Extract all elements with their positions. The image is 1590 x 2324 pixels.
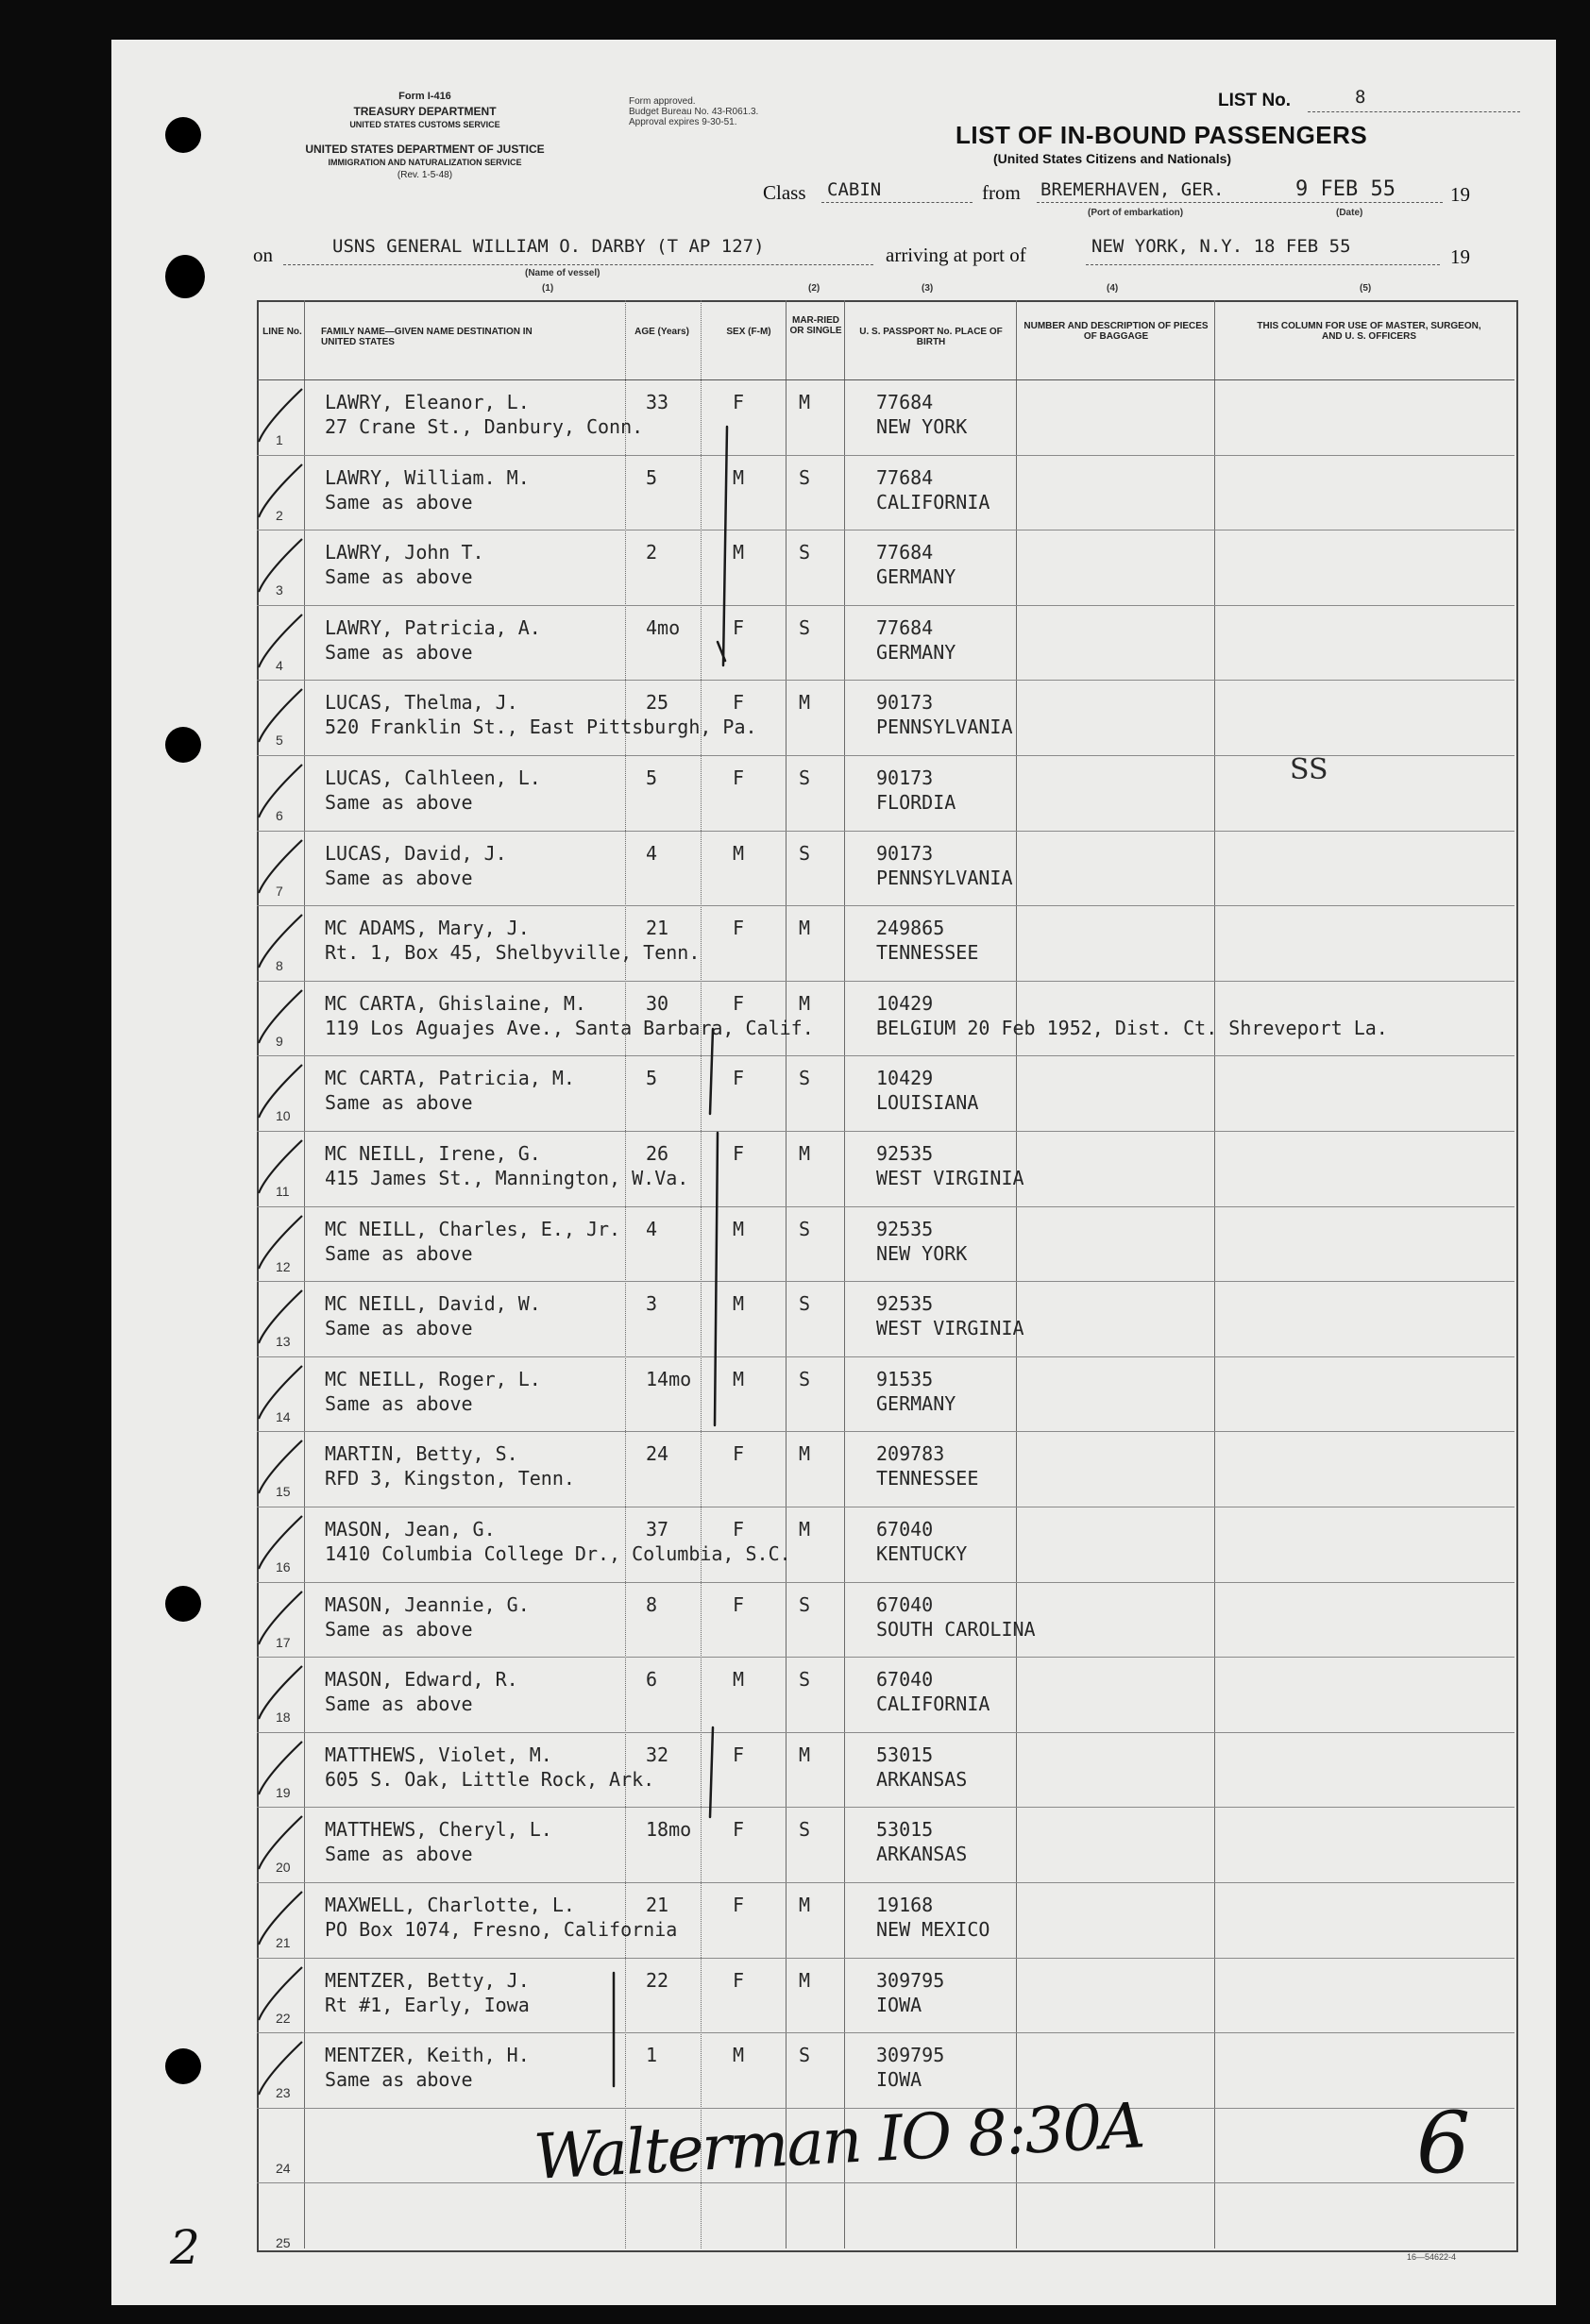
sex: F bbox=[733, 991, 745, 1015]
passenger-name: MENTZER, Keith, H. bbox=[325, 2044, 530, 2067]
line-number: 15 bbox=[276, 1484, 291, 1500]
marital-status: S bbox=[799, 1217, 811, 1240]
destination: Same as above bbox=[325, 1091, 473, 1115]
page-mark: 6 bbox=[1416, 2094, 1471, 2193]
class-value: CABIN bbox=[827, 179, 882, 200]
passenger-name: MAXWELL, Charlotte, L. bbox=[325, 1894, 575, 1916]
line-number: 19 bbox=[276, 1784, 291, 1800]
treasury-department: TREASURY DEPARTMENT bbox=[353, 105, 497, 118]
destination: 520 Franklin St., East Pittsburgh, Pa. bbox=[325, 716, 757, 739]
header-passport: U. S. PASSPORT No. PLACE OF BIRTH bbox=[859, 327, 1003, 347]
destination: Same as above bbox=[325, 1617, 473, 1641]
age: 1 bbox=[646, 2044, 658, 2067]
line-number: 3 bbox=[276, 582, 283, 598]
age: 4 bbox=[646, 1217, 658, 1240]
age: 37 bbox=[646, 1518, 669, 1541]
header-baggage: NUMBER AND DESCRIPTION OF PIECES OF BAGGAGE bbox=[1023, 321, 1209, 342]
place-of-birth: NEW MEXICO bbox=[876, 1918, 990, 1941]
line-number: 25 bbox=[276, 2235, 291, 2251]
destination: Same as above bbox=[325, 1241, 473, 1265]
place-of-birth: BELGIUM 20 Feb 1952, Dist. Ct. Shreveport La. bbox=[876, 1016, 1388, 1039]
destination: Rt #1, Early, Iowa bbox=[325, 1993, 530, 2016]
list-number: 8 bbox=[1355, 87, 1366, 108]
marital-status: M bbox=[799, 1518, 811, 1541]
passenger-name: MC NEILL, David, W. bbox=[325, 1292, 541, 1316]
sex: F bbox=[733, 766, 745, 789]
passenger-name: LUCAS, David, J. bbox=[325, 841, 507, 865]
sex: F bbox=[733, 1894, 745, 1916]
embarkation-date: 9 FEB 55 bbox=[1295, 177, 1395, 201]
passport-number: 90173 bbox=[876, 691, 934, 715]
passport-number: 67040 bbox=[876, 1592, 934, 1616]
sex: M bbox=[733, 1217, 745, 1240]
arrival-port-date: NEW YORK, N.Y. 18 FEB 55 bbox=[1091, 236, 1351, 257]
line-number: 18 bbox=[276, 1709, 291, 1726]
marital-status: M bbox=[799, 691, 811, 715]
vessel-caption: (Name of vessel) bbox=[525, 268, 600, 278]
line-number: 23 bbox=[276, 2085, 291, 2101]
passenger-name: LAWRY, Patricia, A. bbox=[325, 615, 541, 639]
form-revision: (Rev. 1-5-48) bbox=[397, 170, 453, 180]
passenger-name: MC CARTA, Patricia, M. bbox=[325, 1067, 575, 1090]
age: 21 bbox=[646, 917, 669, 940]
place-of-birth: WEST VIRGINIA bbox=[876, 1167, 1024, 1189]
age: 32 bbox=[646, 1743, 669, 1766]
date-caption: (Date) bbox=[1336, 208, 1363, 218]
from-label: from bbox=[982, 181, 1021, 204]
destination: 415 James St., Mannington, W.Va. bbox=[325, 1167, 689, 1189]
passport-number: 92535 bbox=[876, 1142, 934, 1165]
age: 8 bbox=[646, 1592, 658, 1616]
place-of-birth: TENNESSEE bbox=[876, 941, 979, 965]
passenger-name: MC CARTA, Ghislaine, M. bbox=[325, 991, 586, 1015]
age: 22 bbox=[646, 1968, 669, 1992]
passenger-name: MASON, Jeannie, G. bbox=[325, 1592, 530, 1616]
header-sex: SEX (F-M) bbox=[726, 327, 771, 337]
passport-number: 53015 bbox=[876, 1743, 934, 1766]
passenger-name: MARTIN, Betty, S. bbox=[325, 1442, 518, 1466]
sex: F bbox=[733, 1743, 745, 1766]
passenger-name: MC NEILL, Irene, G. bbox=[325, 1142, 541, 1165]
passenger-name: MC NEILL, Charles, E., Jr. bbox=[325, 1217, 621, 1240]
age: 4 bbox=[646, 841, 658, 865]
passport-number: 10429 bbox=[876, 1067, 934, 1090]
line-number: 7 bbox=[276, 883, 283, 899]
age: 4mo bbox=[646, 615, 681, 639]
age: 30 bbox=[646, 991, 669, 1015]
passenger-name: MASON, Jean, G. bbox=[325, 1518, 496, 1541]
destination: 1410 Columbia College Dr., Columbia, S.C. bbox=[325, 1542, 791, 1565]
age: 21 bbox=[646, 1894, 669, 1916]
marital-status: M bbox=[799, 391, 811, 413]
passport-number: 92535 bbox=[876, 1217, 934, 1240]
approval-line: Budget Bureau No. 43-R061.3. bbox=[629, 107, 759, 117]
justice-department: UNITED STATES DEPARTMENT OF JUSTICE bbox=[305, 143, 545, 156]
place-of-birth: GERMANY bbox=[876, 1391, 956, 1415]
passenger-name: MENTZER, Betty, J. bbox=[325, 1968, 530, 1992]
place-of-birth: WEST VIRGINIA bbox=[876, 1317, 1024, 1340]
age: 5 bbox=[646, 1067, 658, 1090]
marital-status: S bbox=[799, 615, 811, 639]
sex: F bbox=[733, 1518, 745, 1541]
line-number: 13 bbox=[276, 1334, 291, 1350]
arriving-label: arriving at port of bbox=[886, 244, 1026, 266]
class-label: Class bbox=[763, 181, 806, 204]
age: 14mo bbox=[646, 1367, 692, 1390]
marital-status: M bbox=[799, 1894, 811, 1916]
sex: F bbox=[733, 1818, 745, 1842]
passenger-name: LUCAS, Thelma, J. bbox=[325, 691, 518, 715]
age: 5 bbox=[646, 766, 658, 789]
place-of-birth: CALIFORNIA bbox=[876, 490, 990, 514]
line-number: 17 bbox=[276, 1634, 291, 1650]
line-number: 21 bbox=[276, 1935, 291, 1950]
line-number: 16 bbox=[276, 1559, 291, 1575]
place-of-birth: IOWA bbox=[876, 2068, 922, 2092]
marital-status: S bbox=[799, 1292, 811, 1316]
sex: F bbox=[733, 1442, 745, 1466]
age: 6 bbox=[646, 1668, 658, 1692]
place-of-birth: PENNSYLVANIA bbox=[876, 716, 1013, 739]
header-name-destination: FAMILY NAME—GIVEN NAME DESTINATION IN UNITED STATES bbox=[321, 327, 533, 347]
destination: RFD 3, Kingston, Tenn. bbox=[325, 1467, 575, 1490]
vessel-name: USNS GENERAL WILLIAM O. DARBY (T AP 127) bbox=[332, 236, 765, 257]
passport-number: 209783 bbox=[876, 1442, 945, 1466]
marital-status: S bbox=[799, 1818, 811, 1842]
embarkation-caption: (Port of embarkation) bbox=[1088, 208, 1184, 218]
destination: Same as above bbox=[325, 1317, 473, 1340]
passport-number: 92535 bbox=[876, 1292, 934, 1316]
marital-status: M bbox=[799, 1442, 811, 1466]
passport-number: 19168 bbox=[876, 1894, 934, 1916]
marital-status: S bbox=[799, 1592, 811, 1616]
passport-number: 309795 bbox=[876, 1968, 945, 1992]
passenger-name: LAWRY, Eleanor, L. bbox=[325, 391, 530, 413]
marital-status: M bbox=[799, 1968, 811, 1992]
destination: PO Box 1074, Fresno, California bbox=[325, 1918, 678, 1941]
line-number: 9 bbox=[276, 1033, 283, 1049]
marital-status: S bbox=[799, 1067, 811, 1090]
line-number: 2 bbox=[276, 507, 283, 523]
line-number: 20 bbox=[276, 1860, 291, 1876]
sex: F bbox=[733, 391, 745, 413]
destination: Same as above bbox=[325, 1391, 473, 1415]
place-of-birth: GERMANY bbox=[876, 640, 956, 664]
marital-status: S bbox=[799, 766, 811, 789]
passport-number: 309795 bbox=[876, 2044, 945, 2067]
print-code: 16—54622-4 bbox=[1407, 2252, 1457, 2262]
passport-number: 77684 bbox=[876, 615, 934, 639]
sex: F bbox=[733, 1067, 745, 1090]
sex: M bbox=[733, 2044, 745, 2067]
passenger-name: LAWRY, John T. bbox=[325, 541, 484, 564]
age: 3 bbox=[646, 1292, 658, 1316]
marital-status: S bbox=[799, 2044, 811, 2067]
header-line-no: LINE No. bbox=[262, 327, 302, 337]
destination: Same as above bbox=[325, 640, 473, 664]
line-number: 6 bbox=[276, 808, 283, 823]
column-number: (5) bbox=[1360, 283, 1372, 294]
column-number: (4) bbox=[1107, 283, 1119, 294]
marital-status: M bbox=[799, 1743, 811, 1766]
line-number: 24 bbox=[276, 2160, 291, 2176]
corner-mark: 2 bbox=[170, 2220, 200, 2275]
place-of-birth: PENNSYLVANIA bbox=[876, 866, 1013, 889]
age: 18mo bbox=[646, 1818, 692, 1842]
sex: F bbox=[733, 1968, 745, 1992]
passenger-name: MC NEILL, Roger, L. bbox=[325, 1367, 541, 1390]
marital-status: S bbox=[799, 465, 811, 489]
marital-status: M bbox=[799, 991, 811, 1015]
sex: M bbox=[733, 1668, 745, 1692]
destination: Rt. 1, Box 45, Shelbyville, Tenn. bbox=[325, 941, 701, 965]
page-title: LIST OF IN-BOUND PASSENGERS bbox=[956, 121, 1368, 149]
destination: 119 Los Aguajes Ave., Santa Barbara, Calif. bbox=[325, 1016, 814, 1039]
sex: F bbox=[733, 691, 745, 715]
marital-status: S bbox=[799, 541, 811, 564]
age: 26 bbox=[646, 1142, 669, 1165]
place-of-birth: FLORDIA bbox=[876, 791, 956, 814]
sex: M bbox=[733, 465, 745, 489]
marital-status: M bbox=[799, 1142, 811, 1165]
sex: M bbox=[733, 841, 745, 865]
line-number: 5 bbox=[276, 733, 283, 749]
approval-line: Form approved. bbox=[629, 96, 696, 107]
passport-number: 90173 bbox=[876, 841, 934, 865]
sex: F bbox=[733, 917, 745, 940]
line-number: 12 bbox=[276, 1258, 291, 1274]
destination: Same as above bbox=[325, 1692, 473, 1716]
marital-status: M bbox=[799, 917, 811, 940]
place-of-birth: NEW YORK bbox=[876, 415, 968, 438]
marital-status: S bbox=[799, 1367, 811, 1390]
passport-number: 67040 bbox=[876, 1668, 934, 1692]
destination: Same as above bbox=[325, 565, 473, 589]
year-prefix: 19 bbox=[1450, 245, 1470, 268]
marital-status: S bbox=[799, 1668, 811, 1692]
age: 24 bbox=[646, 1442, 669, 1466]
customs-service: UNITED STATES CUSTOMS SERVICE bbox=[349, 120, 500, 129]
age: 5 bbox=[646, 465, 658, 489]
marital-status: S bbox=[799, 841, 811, 865]
line-number: 11 bbox=[276, 1184, 290, 1199]
passenger-name: MASON, Edward, R. bbox=[325, 1668, 518, 1692]
header-married-single: MAR-RIED OR SINGLE bbox=[789, 315, 842, 336]
place-of-birth: ARKANSAS bbox=[876, 1843, 968, 1866]
destination: 605 S. Oak, Little Rock, Ark. bbox=[325, 1767, 655, 1791]
port-of-embarkation: BREMERHAVEN, GER. bbox=[1040, 179, 1225, 200]
place-of-birth: SOUTH CAROLINA bbox=[876, 1617, 1036, 1641]
column-number: (2) bbox=[808, 283, 820, 294]
line-number: 8 bbox=[276, 958, 283, 974]
age: 33 bbox=[646, 391, 669, 413]
officer-note: SS bbox=[1290, 753, 1328, 786]
page-subtitle: (United States Citizens and Nationals) bbox=[993, 151, 1232, 166]
destination: Same as above bbox=[325, 2068, 473, 2092]
place-of-birth: CALIFORNIA bbox=[876, 1692, 990, 1716]
passenger-name: LAWRY, William. M. bbox=[325, 465, 530, 489]
place-of-birth: LOUISIANA bbox=[876, 1091, 979, 1115]
passport-number: 77684 bbox=[876, 541, 934, 564]
sex: M bbox=[733, 541, 745, 564]
destination: Same as above bbox=[325, 490, 473, 514]
place-of-birth: GERMANY bbox=[876, 565, 956, 589]
column-number: (1) bbox=[542, 283, 554, 294]
passport-number: 53015 bbox=[876, 1818, 934, 1842]
on-label: on bbox=[253, 244, 273, 266]
passport-number: 91535 bbox=[876, 1367, 934, 1390]
place-of-birth: IOWA bbox=[876, 1993, 922, 2016]
passenger-name: MATTHEWS, Cheryl, L. bbox=[325, 1818, 552, 1842]
sex: F bbox=[733, 615, 745, 639]
place-of-birth: KENTUCKY bbox=[876, 1542, 968, 1565]
sex: M bbox=[733, 1367, 745, 1390]
sex: M bbox=[733, 1292, 745, 1316]
header-officers: THIS COLUMN FOR USE OF MASTER, SURGEON, AND U. S. OFFICERS bbox=[1257, 321, 1481, 342]
handwritten-signature: Walterman IO 8:30A bbox=[532, 2089, 1145, 2194]
destination: Same as above bbox=[325, 1843, 473, 1866]
line-number: 1 bbox=[276, 432, 283, 447]
destination: 27 Crane St., Danbury, Conn. bbox=[325, 415, 644, 438]
place-of-birth: ARKANSAS bbox=[876, 1767, 968, 1791]
age: 2 bbox=[646, 541, 658, 564]
destination: Same as above bbox=[325, 866, 473, 889]
passport-number: 67040 bbox=[876, 1518, 934, 1541]
age: 25 bbox=[646, 691, 669, 715]
year-prefix: 19 bbox=[1450, 183, 1470, 206]
passport-number: 10429 bbox=[876, 991, 934, 1015]
form-number: Form I-416 bbox=[398, 91, 451, 102]
passenger-name: MATTHEWS, Violet, M. bbox=[325, 1743, 552, 1766]
line-number: 22 bbox=[276, 2010, 291, 2026]
passport-number: 77684 bbox=[876, 391, 934, 413]
passport-number: 90173 bbox=[876, 766, 934, 789]
place-of-birth: TENNESSEE bbox=[876, 1467, 979, 1490]
ins-service: IMMIGRATION AND NATURALIZATION SERVICE bbox=[328, 158, 522, 167]
passenger-name: MC ADAMS, Mary, J. bbox=[325, 917, 530, 940]
line-number: 4 bbox=[276, 657, 283, 673]
passenger-name: LUCAS, Calhleen, L. bbox=[325, 766, 541, 789]
approval-line: Approval expires 9-30-51. bbox=[629, 117, 737, 127]
line-number: 14 bbox=[276, 1408, 291, 1424]
sex: F bbox=[733, 1142, 745, 1165]
destination: Same as above bbox=[325, 791, 473, 814]
list-no-label: LIST No. bbox=[1218, 91, 1292, 110]
passport-number: 249865 bbox=[876, 917, 945, 940]
line-number: 10 bbox=[276, 1108, 291, 1124]
header-age: AGE (Years) bbox=[634, 327, 689, 337]
sex: F bbox=[733, 1592, 745, 1616]
passport-number: 77684 bbox=[876, 465, 934, 489]
place-of-birth: NEW YORK bbox=[876, 1241, 968, 1265]
column-number: (3) bbox=[922, 283, 934, 294]
